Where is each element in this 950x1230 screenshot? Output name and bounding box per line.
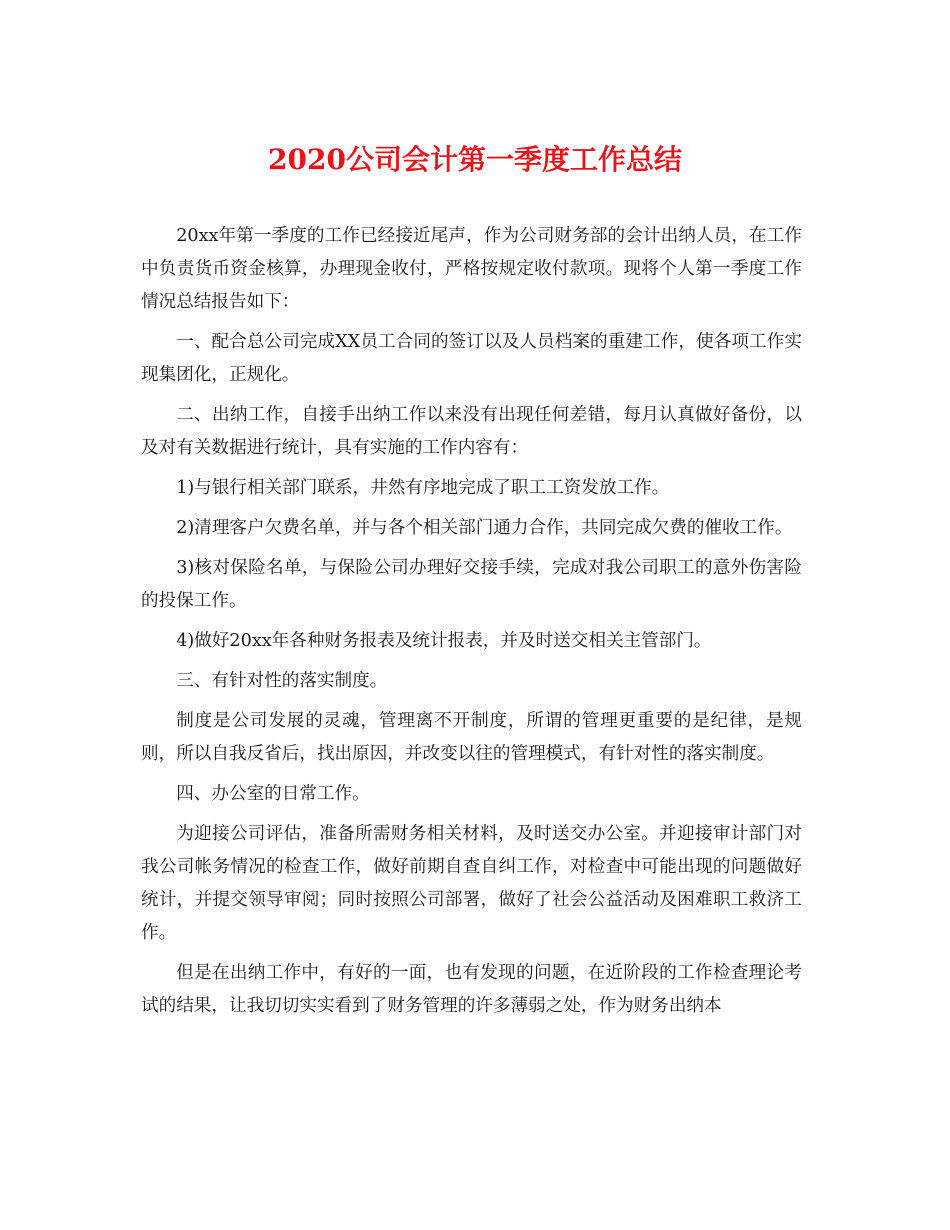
paragraph-issues: 但是在出纳工作中，有好的一面，也有发现的问题，在近阶段的工作检查理论考试的结果，让我切切实实看到了财务管理的许多薄弱之处，作为财务出纳本 [141, 963, 802, 1016]
paragraph-item-1: 1)与银行相关部门联系，井然有序地完成了职工工资发放工作。 [176, 478, 670, 498]
paragraph-section-3: 三、有针对性的落实制度。 [176, 671, 388, 691]
paragraph-intro: 20xx年第一季度的工作已经接近尾声，作为公司财务部的会计出纳人员，在工作中负责货币资金核算，办理现金收付，严格按规定收付款项。现将个人第一季度工作情况总结报告如下： [141, 226, 802, 312]
paragraph-section-1: 一、配合总公司完成XX员工合同的签订以及人员档案的重建工作，使各项工作实现集团化，正规化。 [141, 332, 802, 385]
paragraph-section-4: 四、办公室的日常工作。 [176, 784, 370, 804]
paragraph-item-2: 2)清理客户欠费名单，并与各个相关部门通力合作，共同完成欠费的催收工作。 [176, 518, 793, 538]
paragraph-section-3-body: 制度是公司发展的灵魂，管理离不开制度，所谓的管理更重要的是纪律，是规则，所以自我反省后，找出原因，并改变以往的管理模式，有针对性的落实制度。 [141, 711, 802, 764]
paragraph-item-4: 4)做好20xx年各种财务报表及统计报表，并及时送交相关主管部门。 [176, 631, 712, 651]
document-body [141, 220, 802, 1030]
paragraph-item-3: 3)核对保险名单，与保险公司办理好交接手续，完成对我公司职工的意外伤害险的投保工作。 [141, 558, 802, 611]
document-title: 2020公司会计第一季度工作总结 [268, 143, 682, 176]
paragraph-section-2: 二、出纳工作，自接手出纳工作以来没有出现任何差错，每月认真做好备份，以及对有关数据进行统计，具有实施的工作内容有： [141, 405, 802, 458]
paragraph-section-4-body: 为迎接公司评估，准备所需财务相关材料，及时送交办公室。并迎接审计部门对我公司帐务情况的检查工作，做好前期自查自纠工作，对检查中可能出现的问题做好统计，并提交领导审阅；同时按照公司部署，做好了社会公益活动及困难职工救济工作。 [141, 824, 802, 943]
